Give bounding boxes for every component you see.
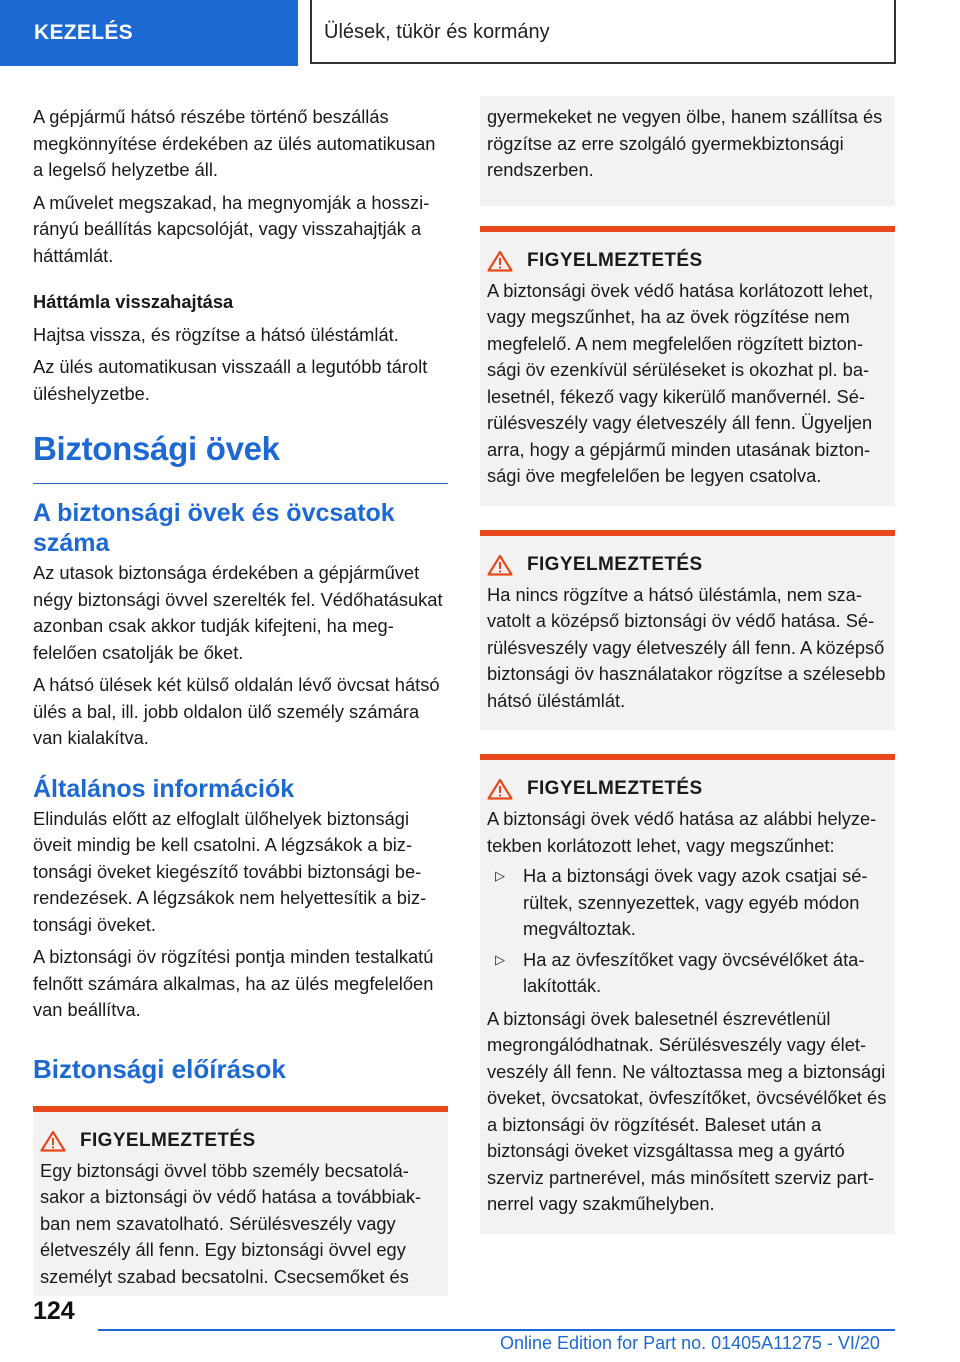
subsection-heading: Általános információk	[33, 774, 295, 803]
warning-title	[487, 554, 887, 576]
paragraph: A gépjármű hátsó részébe történő beszállás megkönnyítése érdekében az ülés automatikusan a legelső helyzetbe áll.	[33, 106, 436, 180]
warning-text: Egy biztonsági övvel több személy becsatolásakor a biztonsági öv védő hatása a továbbiakban nem szavatolható. Sérülésveszély vagy életveszély áll fenn. Egy biztonsági övvel egy személyt szabad becsatolni. Csecsemőket és	[40, 1159, 422, 1287]
warning-triangle-icon	[487, 778, 513, 800]
right-column	[480, 96, 895, 1258]
paragraph: A biztonsági öv rögzítési pontja minden testalkatú felnőtt számára alkalmas, ha az ülés megfelelően van beállítva.	[33, 946, 434, 1020]
subsection-heading: A biztonsági övek és övcsatok száma	[33, 499, 395, 557]
warning-title-text: FIGYELMEZTETÉS	[527, 553, 703, 575]
subsection-heading: Biztonsági előírások	[33, 1053, 286, 1084]
subheading: Háttámla visszahajtása	[33, 291, 234, 312]
edition-text: Online Edition for Part no. 01405A11275 - VI/20	[500, 1333, 880, 1353]
section-heading: Biztonsági övek	[33, 429, 448, 484]
warning-text: Ha nincs rögzítve a hátsó üléstámla, nem szavatolt a középső biztonsági öv védő hatása. Sérülésveszély vagy életveszély áll fenn. A középső biztonsági öv használatakor rögzítse a szélesebb hátsó üléstámlát.	[487, 583, 886, 711]
warning-triangle-icon	[487, 554, 513, 576]
list-item: ▷ Ha a biztonsági övek vagy azok csatjai sérültek, szennyezettek, vagy egyéb módon megváltoztak.	[487, 863, 887, 943]
warning-box	[480, 754, 895, 1234]
warning-triangle-icon	[487, 250, 513, 272]
list-item: ▷ Ha az övfeszítőket vagy övcsévélőket átalakították.	[487, 947, 887, 1000]
paragraph: Hajtsa vissza, és rögzítse a hátsó üléstámlát.	[33, 323, 399, 345]
warning-box	[33, 1106, 448, 1297]
paragraph: A hátsó ülések két külső oldalán lévő övcsat hátsó ülés a bal, ill. jobb oldalon ülő személy számára van kialakítva.	[33, 674, 440, 748]
page-number: 124	[33, 1297, 75, 1325]
warning-box	[480, 226, 895, 506]
warning-title-text: FIGYELMEZTETÉS	[80, 1129, 256, 1151]
left-column	[33, 104, 448, 1296]
warning-text: A biztonsági övek védő hatása korlátozott lehet, vagy megszűnhet, ha az övek rögzítése nem megfelelő. A nem megfelelően rögzített biztonsági öv ezenkívül sérüléseket is okozhat pl. balesetnél, fékező vagy kikerülő manővernél. Sérülésveszély vagy életveszély áll fenn. Ügyeljen arra, hogy a gépjármű minden utasának biztonsági öve megfelelően be legyen csatolva.	[487, 279, 874, 486]
warning-text: A biztonsági övek balesetnél észrevétlenül megrongálódhatnak. Sérülésveszély vagy életveszély áll fenn. Ne változtassa meg a biztonsági öveket, övcsatokat, övfeszítőket, övcsévélőket és a biztonsági öv rögzítését. Baleset után a biztonsági öveket vizsgáltassa meg a gyártó szerviz partnerével, más minősített szerviz partnerrel vagy szakműhelyben.	[487, 1007, 887, 1214]
paragraph: Elindulás előtt az elfoglalt ülőhelyek biztonsági öveit mindig be kell csatolni. A légzsákok a biztonsági öveket kiegészítő további biztonsági berendezések. A légzsákok nem helyettesítik a biztonsági öveket.	[33, 807, 427, 935]
paragraph: A művelet megszakad, ha megnyomják a hosszirányú beállítás kapcsolóját, vagy visszahajtják a háttámlát.	[33, 191, 430, 266]
warning-box-continued	[480, 96, 895, 206]
section-tab[interactable]: KEZELÉS	[0, 0, 298, 66]
bullet-list	[487, 863, 887, 1000]
footer-divider	[98, 1329, 895, 1331]
warning-triangle-icon	[40, 1130, 66, 1152]
warning-title	[487, 778, 887, 800]
paragraph: Az ülés automatikusan visszaáll a legutóbb tárolt üléshelyzetbe.	[33, 356, 428, 404]
page-header	[0, 0, 960, 66]
warning-title-text: FIGYELMEZTETÉS	[527, 778, 703, 799]
warning-title-text: FIGYELMEZTETÉS	[527, 249, 703, 271]
paragraph: Az utasok biztonsága érdekében a gépjárművet négy biztonsági övvel szerelték fel. Védőhatásukat azonban csak akkor tudják kifejteni, ha megfelelően csatolják be őket.	[33, 562, 443, 663]
bullet-triangle-icon: ▷	[495, 868, 505, 883]
warning-title	[487, 250, 887, 272]
warning-text: gyermekeket ne vegyen ölbe, hanem szállítsa és rögzítse az erre szolgáló gyermekbiztonsági rendszerben.	[487, 106, 883, 180]
bullet-triangle-icon: ▷	[495, 951, 505, 967]
chapter-tab[interactable]: Ülések, tükör és kormány	[310, 0, 896, 64]
warning-title	[40, 1130, 440, 1152]
warning-box	[480, 530, 895, 731]
warning-text: A biztonsági övek védő hatása az alábbi helyzetekben korlátozott lehet, vagy megszűnhet:	[487, 808, 877, 856]
